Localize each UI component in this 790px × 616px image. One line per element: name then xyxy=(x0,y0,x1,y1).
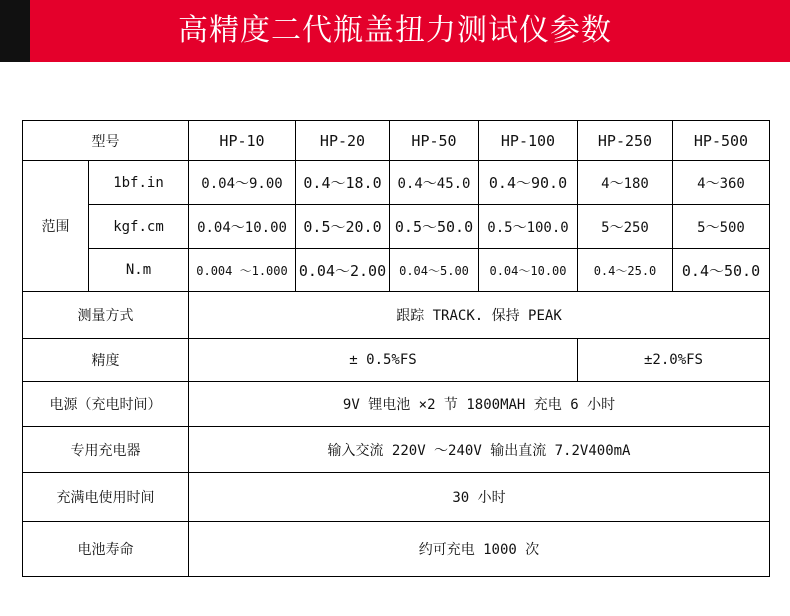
range-value: 0.4～45.0 xyxy=(390,161,479,205)
range-row-kgfcm xyxy=(23,205,770,249)
full-charge-label: 充满电使用时间 xyxy=(23,473,189,522)
range-value: 0.5～100.0 xyxy=(479,205,578,249)
unit-lbf-in: 1bf.in xyxy=(89,161,189,205)
model-hp-100: HP-100 xyxy=(479,121,578,161)
range-value: 0.04～10.00 xyxy=(189,205,296,249)
accuracy-value-low-range: ± 0.5%FS xyxy=(189,339,578,382)
method-row xyxy=(23,292,770,339)
unit-n-m: N.m xyxy=(89,249,189,292)
range-value: 0.5～50.0 xyxy=(390,205,479,249)
method-label: 测量方式 xyxy=(23,292,189,339)
method-value: 跟踪 TRACK. 保持 PEAK xyxy=(189,292,770,339)
full-charge-row xyxy=(23,473,770,522)
accuracy-value-high-range: ±2.0%FS xyxy=(578,339,770,382)
title-banner xyxy=(0,0,790,62)
page-title: 高精度二代瓶盖扭力测试仪参数 xyxy=(178,13,612,48)
range-value: 0.5～20.0 xyxy=(296,205,390,249)
range-value: 0.04～9.00 xyxy=(189,161,296,205)
range-value: 0.4～90.0 xyxy=(479,161,578,205)
range-value: 0.04～5.00 xyxy=(390,249,479,292)
range-value: 5～250 xyxy=(578,205,673,249)
range-row-lbfin xyxy=(23,161,770,205)
range-value: 0.4～25.0 xyxy=(578,249,673,292)
model-hp-500: HP-500 xyxy=(673,121,770,161)
power-label: 电源（充电时间） xyxy=(23,382,189,427)
range-label: 范围 xyxy=(23,161,89,292)
spec-table xyxy=(22,120,770,577)
model-hp-250: HP-250 xyxy=(578,121,673,161)
accuracy-label: 精度 xyxy=(23,339,189,382)
range-value: 0.004 ～1.000 xyxy=(189,249,296,292)
range-value: 0.4～50.0 xyxy=(673,249,770,292)
range-value: 0.04～10.00 xyxy=(479,249,578,292)
charger-row xyxy=(23,427,770,473)
model-label: 型号 xyxy=(23,121,189,161)
model-hp-20: HP-20 xyxy=(296,121,390,161)
power-row xyxy=(23,382,770,427)
model-hp-10: HP-10 xyxy=(189,121,296,161)
power-value: 9V 锂电池 ×2 节 1800MAH 充电 6 小时 xyxy=(189,382,770,427)
charger-label: 专用充电器 xyxy=(23,427,189,473)
full-charge-value: 30 小时 xyxy=(189,473,770,522)
battery-life-row xyxy=(23,522,770,577)
accuracy-row xyxy=(23,339,770,382)
model-hp-50: HP-50 xyxy=(390,121,479,161)
range-value: 4～360 xyxy=(673,161,770,205)
range-value: 4～180 xyxy=(578,161,673,205)
range-value: 5～500 xyxy=(673,205,770,249)
battery-life-label: 电池寿命 xyxy=(23,522,189,577)
model-header-row xyxy=(23,121,770,161)
range-value: 0.4～18.0 xyxy=(296,161,390,205)
charger-value: 输入交流 220V ～240V 输出直流 7.2V400mA xyxy=(189,427,770,473)
battery-life-value: 约可充电 1000 次 xyxy=(189,522,770,577)
range-value: 0.04～2.00 xyxy=(296,249,390,292)
range-row-nm xyxy=(23,249,770,292)
unit-kgf-cm: kgf.cm xyxy=(89,205,189,249)
